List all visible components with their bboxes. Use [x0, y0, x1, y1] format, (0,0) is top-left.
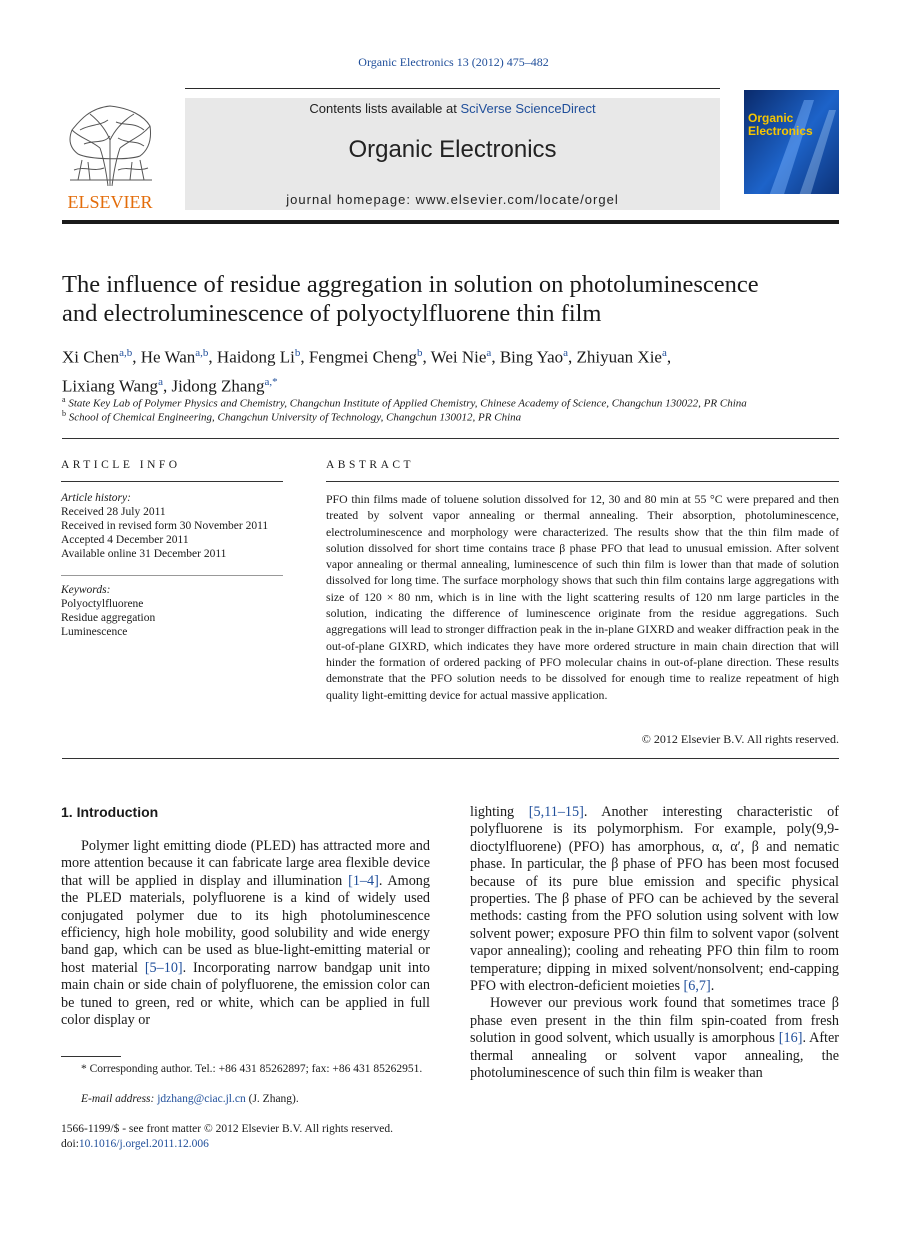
intro-text: . [710, 978, 715, 995]
affiliations-rule [62, 438, 839, 439]
introduction-heading: 1. Introduction [61, 804, 159, 820]
author-separator: , [568, 347, 577, 367]
journal-citation[interactable]: Organic Electronics 13 (2012) 475–482 [358, 55, 549, 69]
intro-text: . Incorporating narrow bandgap unit into main chain or side chain of polyfluorene, the emission color can be tuned to green, red or white, which can be applied in full color display or [61, 959, 430, 1029]
intro-text: . Another interesting characteristic of polyfluorene is its polymorphism. For example, poly(9,9-dioctylfluorene) (PFO) has amorphous, α, α′, β and nematic phase. In particular, the β phase of PFO has been most focused because of its pure blue emission and specific physical properties. The β phase of PFO can be achieved by the several methods: casting from the PFO solution using solvent with low solvent power; exposure PFO thin film to solvent vapor (solvent vapor annealing); cooling and reheating PFO thin film to room temperature; dipping in mixed solvent/nonsolvent; end-capping PFO with electron-deficient moieties [470, 804, 839, 995]
journal-name: Organic Electronics [348, 136, 557, 163]
history-accepted: Accepted 4 December 2011 [61, 534, 189, 546]
elsevier-tree-icon [60, 100, 160, 212]
author-name[interactable]: He Wan [140, 347, 196, 367]
intro-text: lighting [470, 804, 529, 820]
cover-title-2: Electronics [748, 124, 813, 138]
author-affil-mark: a [661, 347, 667, 359]
affiliation-mark: a [62, 395, 66, 404]
affiliation-text: State Key Lab of Polymer Physics and Chemistry, Changchun Institute of Applied Chemistry, Chinese Academy of Science, Changchun 130022, PR China [68, 397, 747, 410]
citation-link[interactable]: [5–10] [144, 959, 183, 976]
sciencedirect-link[interactable]: SciVerse ScienceDirect [460, 101, 596, 116]
header-thick-rule [62, 220, 839, 224]
intro-right-column [470, 804, 839, 1083]
journal-cover-image [744, 90, 839, 210]
citation-link[interactable]: [6,7] [683, 978, 711, 995]
email-suffix: (J. Zhang). [245, 1093, 299, 1105]
author-name[interactable]: Haidong Li [216, 347, 295, 367]
intro-paragraph-1 [61, 838, 430, 1029]
citation-link[interactable]: [16] [778, 1030, 803, 1047]
contents-line [185, 101, 720, 116]
doi-link[interactable]: 10.1016/j.orgel.2011.12.006 [78, 1138, 209, 1150]
author-affil-mark: b [416, 347, 423, 359]
author-name[interactable]: Xi Chen [62, 347, 120, 367]
author-name[interactable]: Zhiyuan Xie [576, 347, 662, 367]
author-name[interactable]: Wei Nie [430, 347, 487, 367]
affiliation-b [62, 409, 842, 424]
author-name[interactable]: Fengmei Cheng [308, 347, 417, 367]
author-name[interactable]: Jidong Zhang [171, 376, 265, 396]
author-separator: , [208, 347, 217, 367]
doi-line [61, 1137, 461, 1152]
elsevier-logo [60, 100, 160, 212]
header-top-rule [185, 88, 720, 89]
cover-title-1: Organic [748, 111, 794, 125]
author-name[interactable]: Bing Yao [499, 347, 564, 367]
abstract-copyright: © 2012 Elsevier B.V. All rights reserved. [641, 732, 839, 746]
intro-paragraph-2 [470, 995, 839, 1082]
author-separator: , [666, 347, 672, 367]
author-separator: , [300, 347, 309, 367]
keyword: Residue aggregation [61, 612, 156, 624]
history-received: Received 28 July 2011 [61, 506, 166, 518]
author-affil-mark: a,b [119, 347, 133, 359]
contents-prefix: Contents lists available at [309, 101, 461, 116]
article-info-rule [61, 481, 283, 482]
history-online: Available online 31 December 2011 [61, 548, 227, 560]
keywords-label: Keywords: [61, 584, 111, 596]
author-name[interactable]: Lixiang Wang [62, 376, 159, 396]
keywords-rule [61, 575, 283, 576]
citation-link[interactable]: [5,11–15] [528, 804, 584, 820]
intro-text: . After thermal annealing or solvent vapor annealing, the photoluminescence of such thin film is weaker than [470, 1030, 840, 1082]
intro-left-column [61, 838, 430, 1029]
author-separator: , [132, 347, 141, 367]
intro-text: . Among the PLED materials, polyfluorene is a kind of widely used conjugated polymer due to its high photoluminescence efficiency, high hole mobility, good solubility and wide energy band gap, which can be used as blue-light-emitting material or host material [61, 872, 430, 976]
email-link[interactable]: jdzhang@ciac.jl.cn [157, 1093, 246, 1105]
author-affil-mark: b [294, 347, 301, 359]
article-info-heading: ARTICLE INFO [61, 459, 181, 471]
abstract-text: PFO thin films made of toluene solution dissolved for 12, 30 and 80 min at 55 °C were prepared and then treated by solvent vapor annealing or thermal annealing. Their absorption, photoluminescence, electroluminescence and morphology were characterized. The results show that the thin film made of solution dissolved for short time contains trace β phase PFO that lead to unusual emission. After solvent vapor annealing or thermal annealing, luminescence of such thin film is lower than that made of solution dissolved for long time. The surface morphology shows that such thin film contains large aggregations with size of 120 × 80 nm, which is in line with the light scattering results of 120 nm large particles in the solution, indicating the difference of luminescence originate from the residue aggregations. Such aggregations will lead to stronger diffraction peak in the in-plane GIXRD and weaker diffraction peak in the out-of-plane GIXRD, which indicates they have more ordered structure in main chain direction that will hinder the formation of ordered packing of PFO molecular chains in out-of-plane direction. These results demonstrate that the PFO solution needs to be dissolved for enough time to realize repeatment of high quality light-emitting device for actual massive application. [326, 492, 839, 702]
footnote-rule [61, 1056, 121, 1057]
email-label: E-mail address: [81, 1093, 158, 1105]
author-separator: , [162, 376, 172, 396]
abstract-rule [326, 481, 839, 482]
abstract-bottom-rule [62, 758, 839, 759]
doi-label: doi: [61, 1138, 79, 1150]
intro-text: However our previous work found that sometimes trace β phase even present in the thin film spin-coated from fresh solution in good solvent, which usually is amorphous [470, 995, 839, 1047]
issn-line: 1566-1199/$ - see front matter © 2012 Elsevier B.V. All rights reserved. [61, 1123, 393, 1135]
author-affil-mark: a,b [195, 347, 209, 359]
title-line-1: The influence of residue aggregation in solution on photoluminescence [62, 271, 759, 298]
history-label: Article history: [61, 492, 131, 504]
keyword: Polyoctylfluorene [61, 598, 144, 610]
journal-homepage[interactable]: journal homepage: www.elsevier.com/locate/orgel [286, 192, 619, 207]
abstract-heading: ABSTRACT [326, 459, 415, 471]
publisher-wordmark: ELSEVIER [67, 192, 153, 212]
author-affil-mark: a [158, 375, 163, 388]
keywords-block [61, 583, 283, 639]
title-line-2: and electroluminescence of polyoctylfluorene thin film [62, 300, 602, 327]
author-affil-mark: a [563, 347, 569, 359]
author-affil-mark: a,* [264, 375, 278, 388]
affiliation-text: School of Chemical Engineering, Changchun University of Technology, Changchun 130012, PR China [68, 411, 522, 424]
intro-paragraph-1-cont [470, 804, 839, 995]
keyword: Luminescence [61, 626, 128, 638]
journal-cover [744, 90, 839, 210]
author-separator: , [422, 347, 431, 367]
intro-text: Polymer light emitting diode (PLED) has attracted more and more attention because it can fabricate large area flexible device that will be applied in display and illumination [61, 838, 430, 889]
citation-link[interactable]: [1–4] [348, 872, 379, 889]
affiliation-mark: b [62, 409, 66, 418]
author-list [62, 341, 842, 398]
corresponding-author-note: * Corresponding author. Tel.: +86 431 85262897; fax: +86 431 85262951. [81, 1063, 423, 1075]
affiliation-a [62, 395, 842, 410]
author-affil-mark: a [486, 347, 492, 359]
article-history [61, 491, 283, 561]
email-note [81, 1092, 430, 1107]
article-title [62, 270, 842, 328]
history-revised: Received in revised form 30 November 2011 [61, 520, 269, 532]
author-separator: , [491, 347, 500, 367]
